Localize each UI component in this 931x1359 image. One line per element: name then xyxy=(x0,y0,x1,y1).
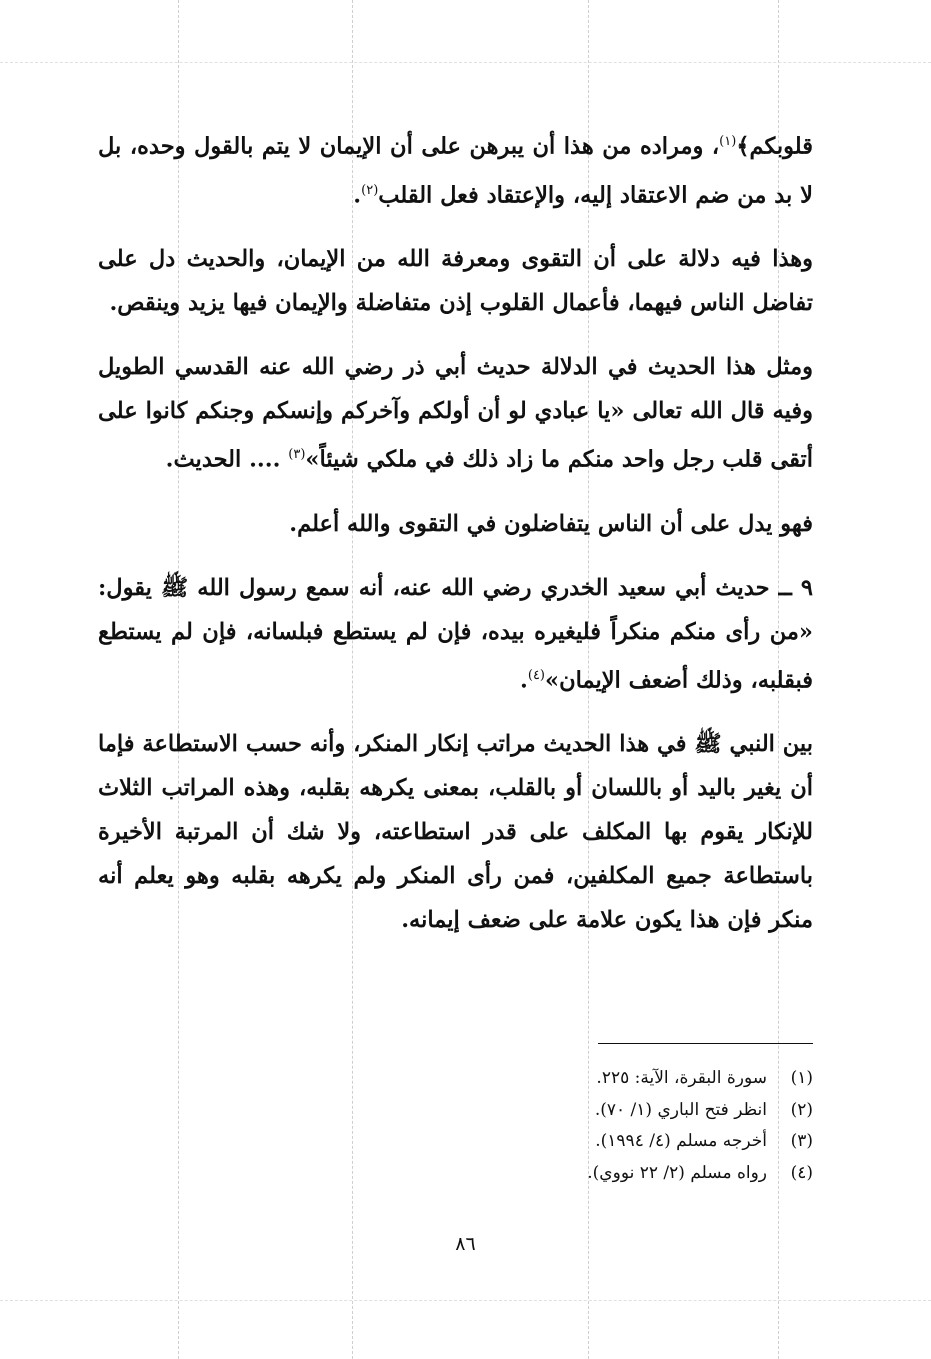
page-number: ٨٦ xyxy=(455,1233,476,1255)
paragraph-4: فهو يدل على أن الناس يتفاضلون في التقوى والله أعلم. xyxy=(289,510,813,537)
footnote-3: (٣)أخرجه مسلم (٤/ ١٩٩٤). xyxy=(595,1131,813,1151)
paragraph-6: بين النبي ﷺ في هذا الحديث مراتب إنكار المنكر، وأنه حسب الاستطاعة فإما أن يغير باليد أو باللسان أو بالقلب، بمعنى يكرهه بقلبه، وهذه المراتب الثلاث للإنكار يقوم بها المكلف على قدر استطاعته، ولا شك أن المرتبة الأخيرة باستطاعة جميع المكلفين، فمن رأى المنكر ولم يكرهه بقلبه وهو يعلم أنه منكر فإن هذا يكون علامة على ضعف إيمانه. xyxy=(98,731,813,933)
footnotes xyxy=(413,1063,813,1189)
paragraph-5: ٩ ــ حديث أبي سعيد الخدري رضي الله عنه، أنه سمع رسول الله ﷺ يقول: «من رأى منكم منكراً فليغيره بيده، فإن لم يستطع فبلسانه، فإن لم يستطع فبقلبه، وذلك أضعف الإيمان»$^{(٤)}$. xyxy=(98,574,813,693)
document-body xyxy=(98,120,813,962)
paragraph-2: وهذا فيه دلالة على أن التقوى ومعرفة الله من الإيمان، والحديث دل على تفاضل الناس فيهما، فأعمال القلوب إذن متفاضلة والإيمان فيها يزيد وينقص. xyxy=(98,246,813,316)
footnote-2: (٢)انظر فتح الباري (١/ ٧٠). xyxy=(594,1099,813,1120)
paragraph-3: ومثل هذا الحديث في الدلالة حديث أبي ذر رضي الله عنه القدسي الطويل وفيه قال الله تعالى «يا عبادي لو أن أولكم وآخركم وإنسكم وجنكم كانوا على أتقى قلب رجل واحد منكم ما زاد ذلك في ملكي شيئاً»$^{(٣)}$ .... الحديث. xyxy=(98,354,813,473)
scan-artifact xyxy=(0,62,931,63)
paragraph-1: قلوبكم﴾$^{(١)}$، ومراده من هذا أن يبرهن على أن الإيمان لا يتم بالقول وحده، بل لا بد من ضم الاعتقاد إليه، والإعتقاد فعل القلب$^{(٢)}$. xyxy=(98,133,813,208)
footnote-4: (٤)رواه مسلم (٢/ ٢٢ نووي). xyxy=(587,1162,813,1183)
footnote-1: (١)سورة البقرة، الآية: ٢٢٥. xyxy=(596,1068,813,1088)
footnote-separator xyxy=(598,1043,813,1044)
scan-artifact xyxy=(0,1300,931,1301)
